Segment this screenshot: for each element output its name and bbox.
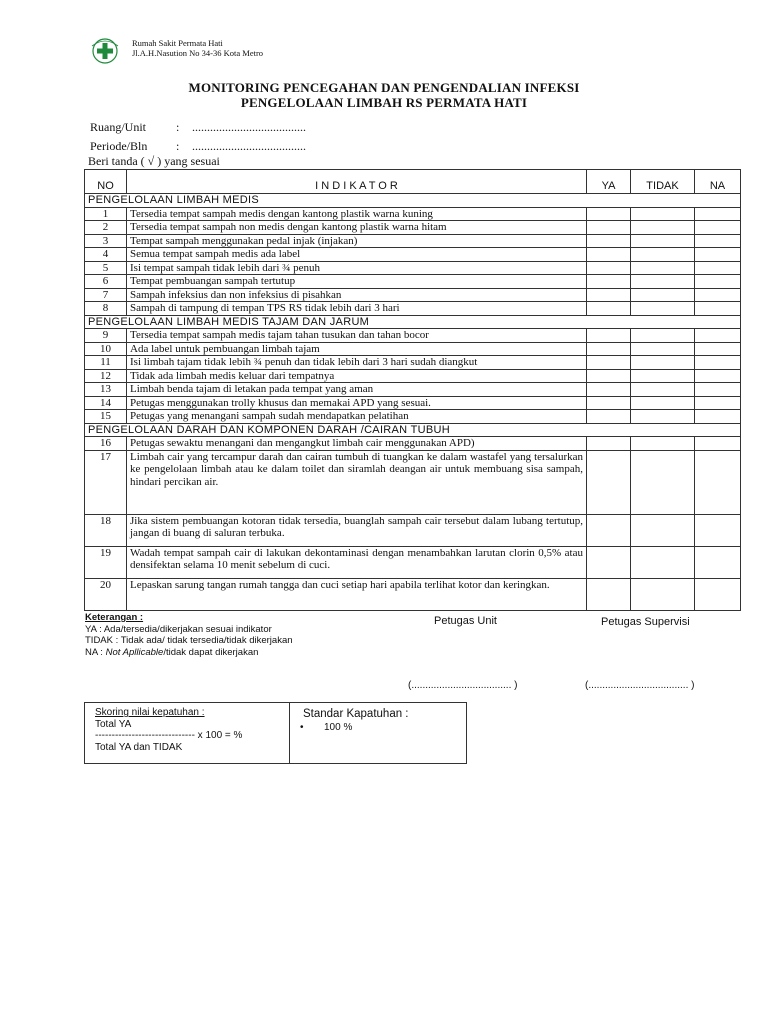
row-indicator-text: Isi limbah tajam tidak lebih ¾ penuh dan tidak lebih dari 3 hari sudah diangkut [127, 356, 587, 370]
legend-tidak: TIDAK : Tidak ada/ tidak tersedia/tidak dikerjakan [85, 635, 293, 646]
row-number: 13 [85, 383, 127, 397]
check-cell-tidak[interactable] [631, 207, 695, 221]
row-number: 4 [85, 248, 127, 262]
table-row [85, 207, 741, 221]
check-cell-tidak[interactable] [631, 578, 695, 610]
row-indicator-text: Wadah tempat sampah cair di lakukan dekontaminasi dengan menambahkan larutan clorin 0,5% atau densifektan selama 10 menit sebelum di cuci. [127, 546, 587, 578]
check-cell-na[interactable] [695, 450, 741, 514]
hospital-address: Jl.A.H.Nasution No 34-36 Kota Metro [132, 48, 264, 58]
row-number: 9 [85, 329, 127, 343]
check-cell-tidak[interactable] [631, 410, 695, 424]
standard-heading: Standar Kapatuhan : [303, 708, 409, 720]
check-cell-tidak[interactable] [631, 329, 695, 343]
table-row [85, 234, 741, 248]
legend-na-italic: Not Apllicable [105, 646, 164, 658]
row-indicator-text: Tempat pembuangan sampah tertutup [127, 275, 587, 289]
standard-bullet: • [300, 722, 304, 733]
section-header-row [85, 423, 741, 437]
check-cell-ya[interactable] [587, 396, 631, 410]
check-cell-na[interactable] [695, 546, 741, 578]
check-cell-tidak[interactable] [631, 342, 695, 356]
check-cell-na[interactable] [695, 302, 741, 316]
petugas-supervisi-signature-field[interactable]: (.................................... ) [585, 680, 695, 691]
section-header-row [85, 315, 741, 329]
table-row [85, 578, 741, 610]
legend-na-prefix: NA : [85, 646, 106, 658]
check-cell-tidak[interactable] [631, 396, 695, 410]
check-cell-ya[interactable] [587, 410, 631, 424]
row-number: 15 [85, 410, 127, 424]
check-cell-ya[interactable] [587, 329, 631, 343]
scoring-numerator: Total YA [95, 719, 132, 730]
header-ya: YA [587, 170, 631, 194]
row-indicator-text: Tempat sampah menggunakan pedal injak (injakan) [127, 234, 587, 248]
check-cell-ya[interactable] [587, 437, 631, 451]
hospital-logo-icon [88, 36, 122, 66]
check-cell-ya[interactable] [587, 248, 631, 262]
table-row [85, 221, 741, 235]
row-indicator-text: Sampah infeksius dan non infeksius di pisahkan [127, 288, 587, 302]
row-indicator-text: Petugas sewaktu menangani dan mengangkut limbah cair menggunakan APD) [127, 437, 587, 451]
petugas-unit-label: Petugas Unit [434, 615, 497, 627]
check-cell-ya[interactable] [587, 221, 631, 235]
check-cell-na[interactable] [695, 342, 741, 356]
check-cell-tidak[interactable] [631, 369, 695, 383]
check-cell-na[interactable] [695, 261, 741, 275]
check-cell-ya[interactable] [587, 342, 631, 356]
table-row [85, 356, 741, 370]
row-number: 20 [85, 578, 127, 610]
section-title: PENGELOLAAN DARAH DAN KOMPONEN DARAH /CAIRAN TUBUH [85, 423, 741, 437]
indicator-table [84, 169, 741, 611]
check-cell-tidak[interactable] [631, 302, 695, 316]
check-cell-na[interactable] [695, 410, 741, 424]
check-cell-ya[interactable] [587, 261, 631, 275]
legend-block [85, 612, 293, 658]
petugas-unit-signature-field[interactable]: (.................................... ) [408, 680, 518, 691]
check-cell-ya[interactable] [587, 275, 631, 289]
check-cell-na[interactable] [695, 396, 741, 410]
check-cell-na[interactable] [695, 369, 741, 383]
row-number: 19 [85, 546, 127, 578]
legend-heading: Keterangan : [85, 612, 144, 623]
row-number: 18 [85, 514, 127, 546]
table-row [85, 546, 741, 578]
check-cell-na[interactable] [695, 275, 741, 289]
legend-na-suffix: /tidak dapat dikerjakan [163, 646, 259, 658]
scoring-box [84, 702, 290, 764]
check-cell-ya[interactable] [587, 578, 631, 610]
check-cell-tidak[interactable] [631, 248, 695, 262]
row-number: 16 [85, 437, 127, 451]
row-indicator-text: Lepaskan sarung tangan rumah tangga dan cuci setiap hari apabila terlihat kotor dan keringkan. [127, 578, 587, 610]
table-row [85, 437, 741, 451]
row-number: 17 [85, 450, 127, 514]
check-cell-tidak[interactable] [631, 514, 695, 546]
check-cell-na[interactable] [695, 514, 741, 546]
check-cell-tidak[interactable] [631, 261, 695, 275]
table-row [85, 329, 741, 343]
row-indicator-text: Semua tempat sampah medis ada label [127, 248, 587, 262]
ruang-label: Ruang/Unit [90, 120, 146, 134]
check-cell-na[interactable] [695, 234, 741, 248]
scoring-heading: Skoring nilai kepatuhan : [95, 707, 205, 718]
check-cell-na[interactable] [695, 329, 741, 343]
row-number: 10 [85, 342, 127, 356]
check-cell-ya[interactable] [587, 288, 631, 302]
table-row [85, 383, 741, 397]
check-cell-tidak[interactable] [631, 383, 695, 397]
row-number: 2 [85, 221, 127, 235]
check-cell-tidak[interactable] [631, 437, 695, 451]
check-cell-tidak[interactable] [631, 288, 695, 302]
section-title: PENGELOLAAN LIMBAH MEDIS [85, 194, 741, 208]
document-title-line2: PENGELOLAAN LIMBAH RS PERMATA HATI [240, 95, 528, 110]
check-cell-ya[interactable] [587, 450, 631, 514]
check-cell-ya[interactable] [587, 207, 631, 221]
row-indicator-text: Limbah benda tajam di letakan pada tempat yang aman [127, 383, 587, 397]
check-cell-tidak[interactable] [631, 275, 695, 289]
check-cell-na[interactable] [695, 288, 741, 302]
section-header-row [85, 194, 741, 208]
scoring-formula: ------------------------------ x 100 = % [95, 730, 243, 741]
table-row [85, 248, 741, 262]
section-title: PENGELOLAAN LIMBAH MEDIS TAJAM DAN JARUM [85, 315, 741, 329]
ruang-colon: : [176, 120, 180, 134]
row-number: 6 [85, 275, 127, 289]
check-cell-na[interactable] [695, 356, 741, 370]
check-cell-ya[interactable] [587, 302, 631, 316]
header-no: NO [85, 170, 127, 194]
check-cell-ya[interactable] [587, 383, 631, 397]
row-indicator-text: Isi tempat sampah tidak lebih dari ¾ penuh [127, 261, 587, 275]
check-cell-ya[interactable] [587, 546, 631, 578]
check-cell-tidak[interactable] [631, 234, 695, 248]
row-indicator-text: Jika sistem pembuangan kotoran tidak tersedia, buanglah sampah cair tersebut dalam lubang tertutup, jangan di buang di saluran terbuka. [127, 514, 587, 546]
row-indicator-text: Tidak ada limbah medis keluar dari tempatnya [127, 369, 587, 383]
check-cell-na[interactable] [695, 207, 741, 221]
document-title-line1: MONITORING PENCEGAHAN DAN PENGENDALIAN INFEKSI [188, 80, 580, 95]
row-indicator-text: Petugas yang menangani sampah sudah mendapatkan pelatihan [127, 410, 587, 424]
table-row [85, 369, 741, 383]
table-row [85, 410, 741, 424]
row-number: 7 [85, 288, 127, 302]
check-cell-ya[interactable] [587, 234, 631, 248]
table-row [85, 342, 741, 356]
header-tidak: TIDAK [631, 170, 695, 194]
hospital-name: Rumah Sakit Permata Hati [132, 38, 223, 48]
row-number: 1 [85, 207, 127, 221]
row-number: 11 [85, 356, 127, 370]
hospital-info [132, 38, 263, 58]
check-cell-tidak[interactable] [631, 356, 695, 370]
check-cell-na[interactable] [695, 221, 741, 235]
periode-blank-field[interactable]: ...................................... [192, 139, 306, 153]
check-cell-na[interactable] [695, 578, 741, 610]
periode-colon: : [176, 139, 180, 153]
scoring-denominator: Total YA dan TIDAK [95, 742, 183, 753]
row-indicator-text: Tersedia tempat sampah medis dengan kantong plastik warna kuning [127, 207, 587, 221]
header-na: NA [695, 170, 741, 194]
check-cell-na[interactable] [695, 437, 741, 451]
row-number: 5 [85, 261, 127, 275]
check-cell-ya[interactable] [587, 356, 631, 370]
legend-ya: YA : Ada/tersedia/dikerjakan sesuai indikator [85, 623, 272, 635]
standard-value: 100 % [324, 722, 353, 733]
row-indicator-text: Sampah di tampung di tempan TPS RS tidak lebih dari 3 hari [127, 302, 587, 316]
table-row [85, 302, 741, 316]
check-cell-ya[interactable] [587, 514, 631, 546]
check-cell-tidak[interactable] [631, 546, 695, 578]
row-indicator-text: Limbah cair yang tercampur darah dan cairan tumbuh di tuangkan ke dalam wastafel yang tersalurkan ke pengelolaan limbah atau ke dalam toilet dan siramlah deangan air untuk membuang sisa sampah, hindari percikan air. [127, 450, 587, 514]
row-indicator-text: Tersedia tempat sampah medis tajam tahan tusukan dan tahan bocor [127, 329, 587, 343]
petugas-supervisi-label: Petugas Supervisi [601, 616, 690, 628]
periode-label: Periode/Bln [90, 139, 148, 153]
table-row [85, 396, 741, 410]
row-number: 3 [85, 234, 127, 248]
row-number: 12 [85, 369, 127, 383]
row-number: 14 [85, 396, 127, 410]
table-row [85, 450, 741, 514]
header-indikator: I N D I K A T O R [127, 170, 587, 194]
row-number: 8 [85, 302, 127, 316]
check-cell-na[interactable] [695, 248, 741, 262]
instruction-text: Beri tanda ( √ ) yang sesuai [88, 154, 220, 168]
table-header-row [85, 170, 741, 194]
row-indicator-text: Petugas menggunakan trolly khusus dan memakai APD yang sesuai. [127, 396, 587, 410]
table-row [85, 514, 741, 546]
legend-na [85, 647, 293, 659]
standard-box [288, 702, 467, 764]
check-cell-tidak[interactable] [631, 450, 695, 514]
check-cell-na[interactable] [695, 383, 741, 397]
row-indicator-text: Tersedia tempat sampah non medis dengan kantong plastik warna hitam [127, 221, 587, 235]
check-cell-tidak[interactable] [631, 221, 695, 235]
check-cell-ya[interactable] [587, 369, 631, 383]
table-row [85, 288, 741, 302]
table-row [85, 275, 741, 289]
ruang-blank-field[interactable]: ...................................... [192, 120, 306, 134]
table-row [85, 261, 741, 275]
row-indicator-text: Ada label untuk pembuangan limbah tajam [127, 342, 587, 356]
